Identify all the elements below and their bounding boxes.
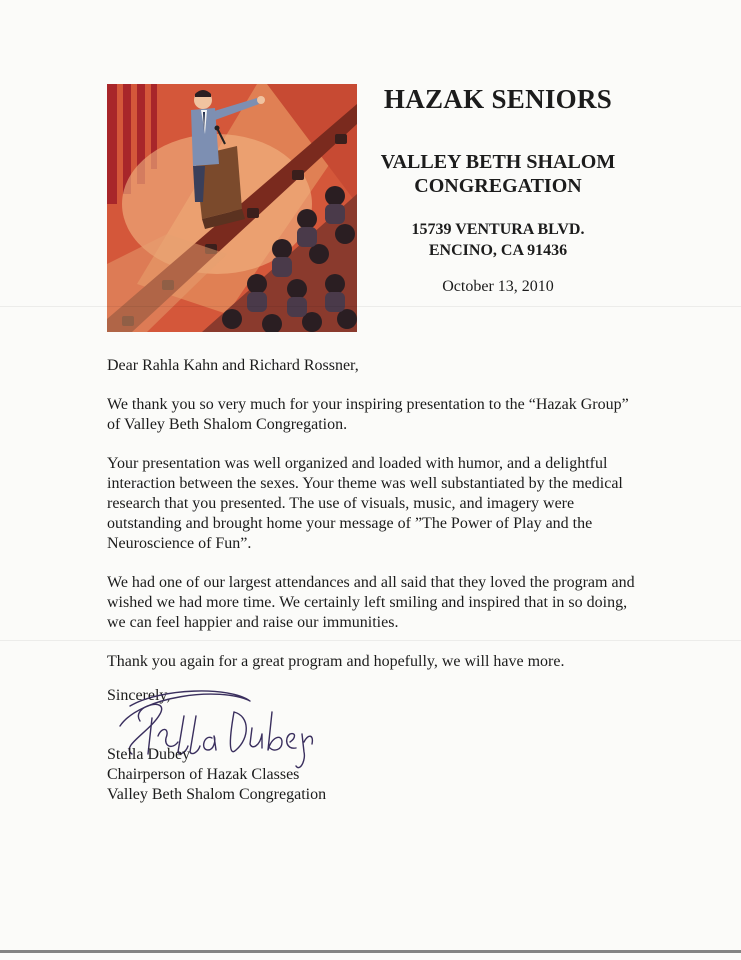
scan-edge xyxy=(0,950,741,953)
address xyxy=(360,219,636,261)
paragraph-3: We had one of our largest attendances and all said that they loved the program and wished we had more time. We certainly left smiling and inspired that in so doing, we can feel happier and raise our immunities. xyxy=(107,574,635,631)
signer-name: Stella Dubey xyxy=(107,746,191,763)
signer-title: Chairperson of Hazak Classes xyxy=(107,766,300,783)
address-city: ENCINO, CA 91436 xyxy=(428,242,568,259)
paragraph-2: Your presentation was well organized and loaded with humor, and a delightful interaction between the sexes. Your theme was well substantiated by the medical research that you presented. The use of visuals, music, and imagery were outstanding and brought home your message of ”The Power of Play and the Neuroscience of Fun”. xyxy=(107,455,623,552)
salutation: Dear Rahla Kahn and Richard Rossner, xyxy=(107,357,359,374)
organization-name-line-1: VALLEY BETH SHALOM xyxy=(380,151,616,173)
address-street: 15739 VENTURA BLVD. xyxy=(411,221,585,238)
signer-organization: Valley Beth Shalom Congregation xyxy=(107,786,327,803)
organization-name-line-2: CONGREGATION xyxy=(414,175,582,197)
letter-date: October 13, 2010 xyxy=(442,278,554,295)
speaker-podium-illustration xyxy=(107,84,357,332)
fold-line xyxy=(0,306,741,307)
organization-name xyxy=(360,150,636,198)
closing: Sincerely, xyxy=(107,687,171,704)
paragraph-1: We thank you so very much for your inspiring presentation to the “Hazak Group” of Valley Beth Shalom Congregation. xyxy=(107,396,629,433)
signature-block xyxy=(107,745,326,805)
fold-line xyxy=(0,640,741,641)
letterhead-title: HAZAK SENIORS xyxy=(383,84,613,114)
paragraph-4: Thank you again for a great program and hopefully, we will have more. xyxy=(107,653,565,670)
